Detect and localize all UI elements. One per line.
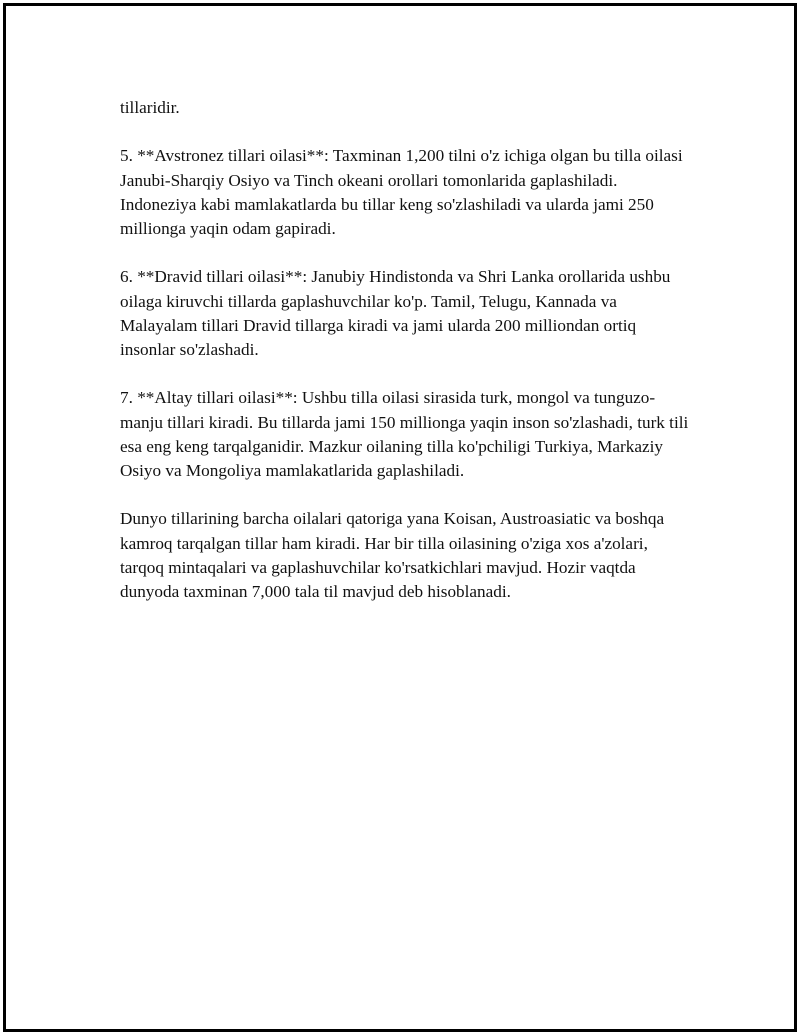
paragraph-dravidian: 6. **Dravid tillari oilasi**: Janubiy Hindistonda va Shri Lanka orollarida ushbu oilaga kiruvchi tillarda gaplashuvchilar ko'p. Tamil, Telugu, Kannada va Malayalam tillari Dravid tillarga kiradi va jami ularda 200 milliondan ortiq insonlar so'zlashadi. (120, 267, 671, 359)
paragraph-altaic: 7. **Altay tillari oilasi**: Ushbu tilla oilasi sirasida turk, mongol va tunguzo-manju tillari kiradi. Bu tillarda jami 150 millionga yaqin inson so'zlashadi, turk tili esa eng keng tarqalganidir. Mazkur oilaning tilla ko'pchiligi Turkiya, Markaziy Osiyo va Mongoliya mamlakatlarida gaplashiladi. (120, 388, 689, 480)
page-frame (3, 3, 797, 1032)
paragraph-austronesian: 5. **Avstronez tillari oilasi**: Taxminan 1,200 tilni o'z ichiga olgan bu tilla oilasi Janubi-Sharqiy Osiyo va Tinch okeani orollari tomonlarida gaplashiladi. Indoneziya kabi mamlakatlarda bu tillar keng so'zlashiladi va ularda jami 250 millionga yaqin odam gapiradi. (120, 146, 683, 238)
page-content (120, 96, 695, 628)
paragraph-summary: Dunyo tillarining barcha oilalari qatoriga yana Koisan, Austroasiatic va boshqa kamroq tarqalgan tillar ham kiradi. Har bir tilla oilasining o'ziga xos a'zolari, tarqoq mintaqalari va gaplashuvchilar ko'rsatkichlari mavjud. Hozir vaqtda dunyoda taxminan 7,000 tala til mavjud deb hisoblanadi. (120, 509, 665, 601)
paragraph-continuation: tillaridir. (120, 98, 180, 117)
